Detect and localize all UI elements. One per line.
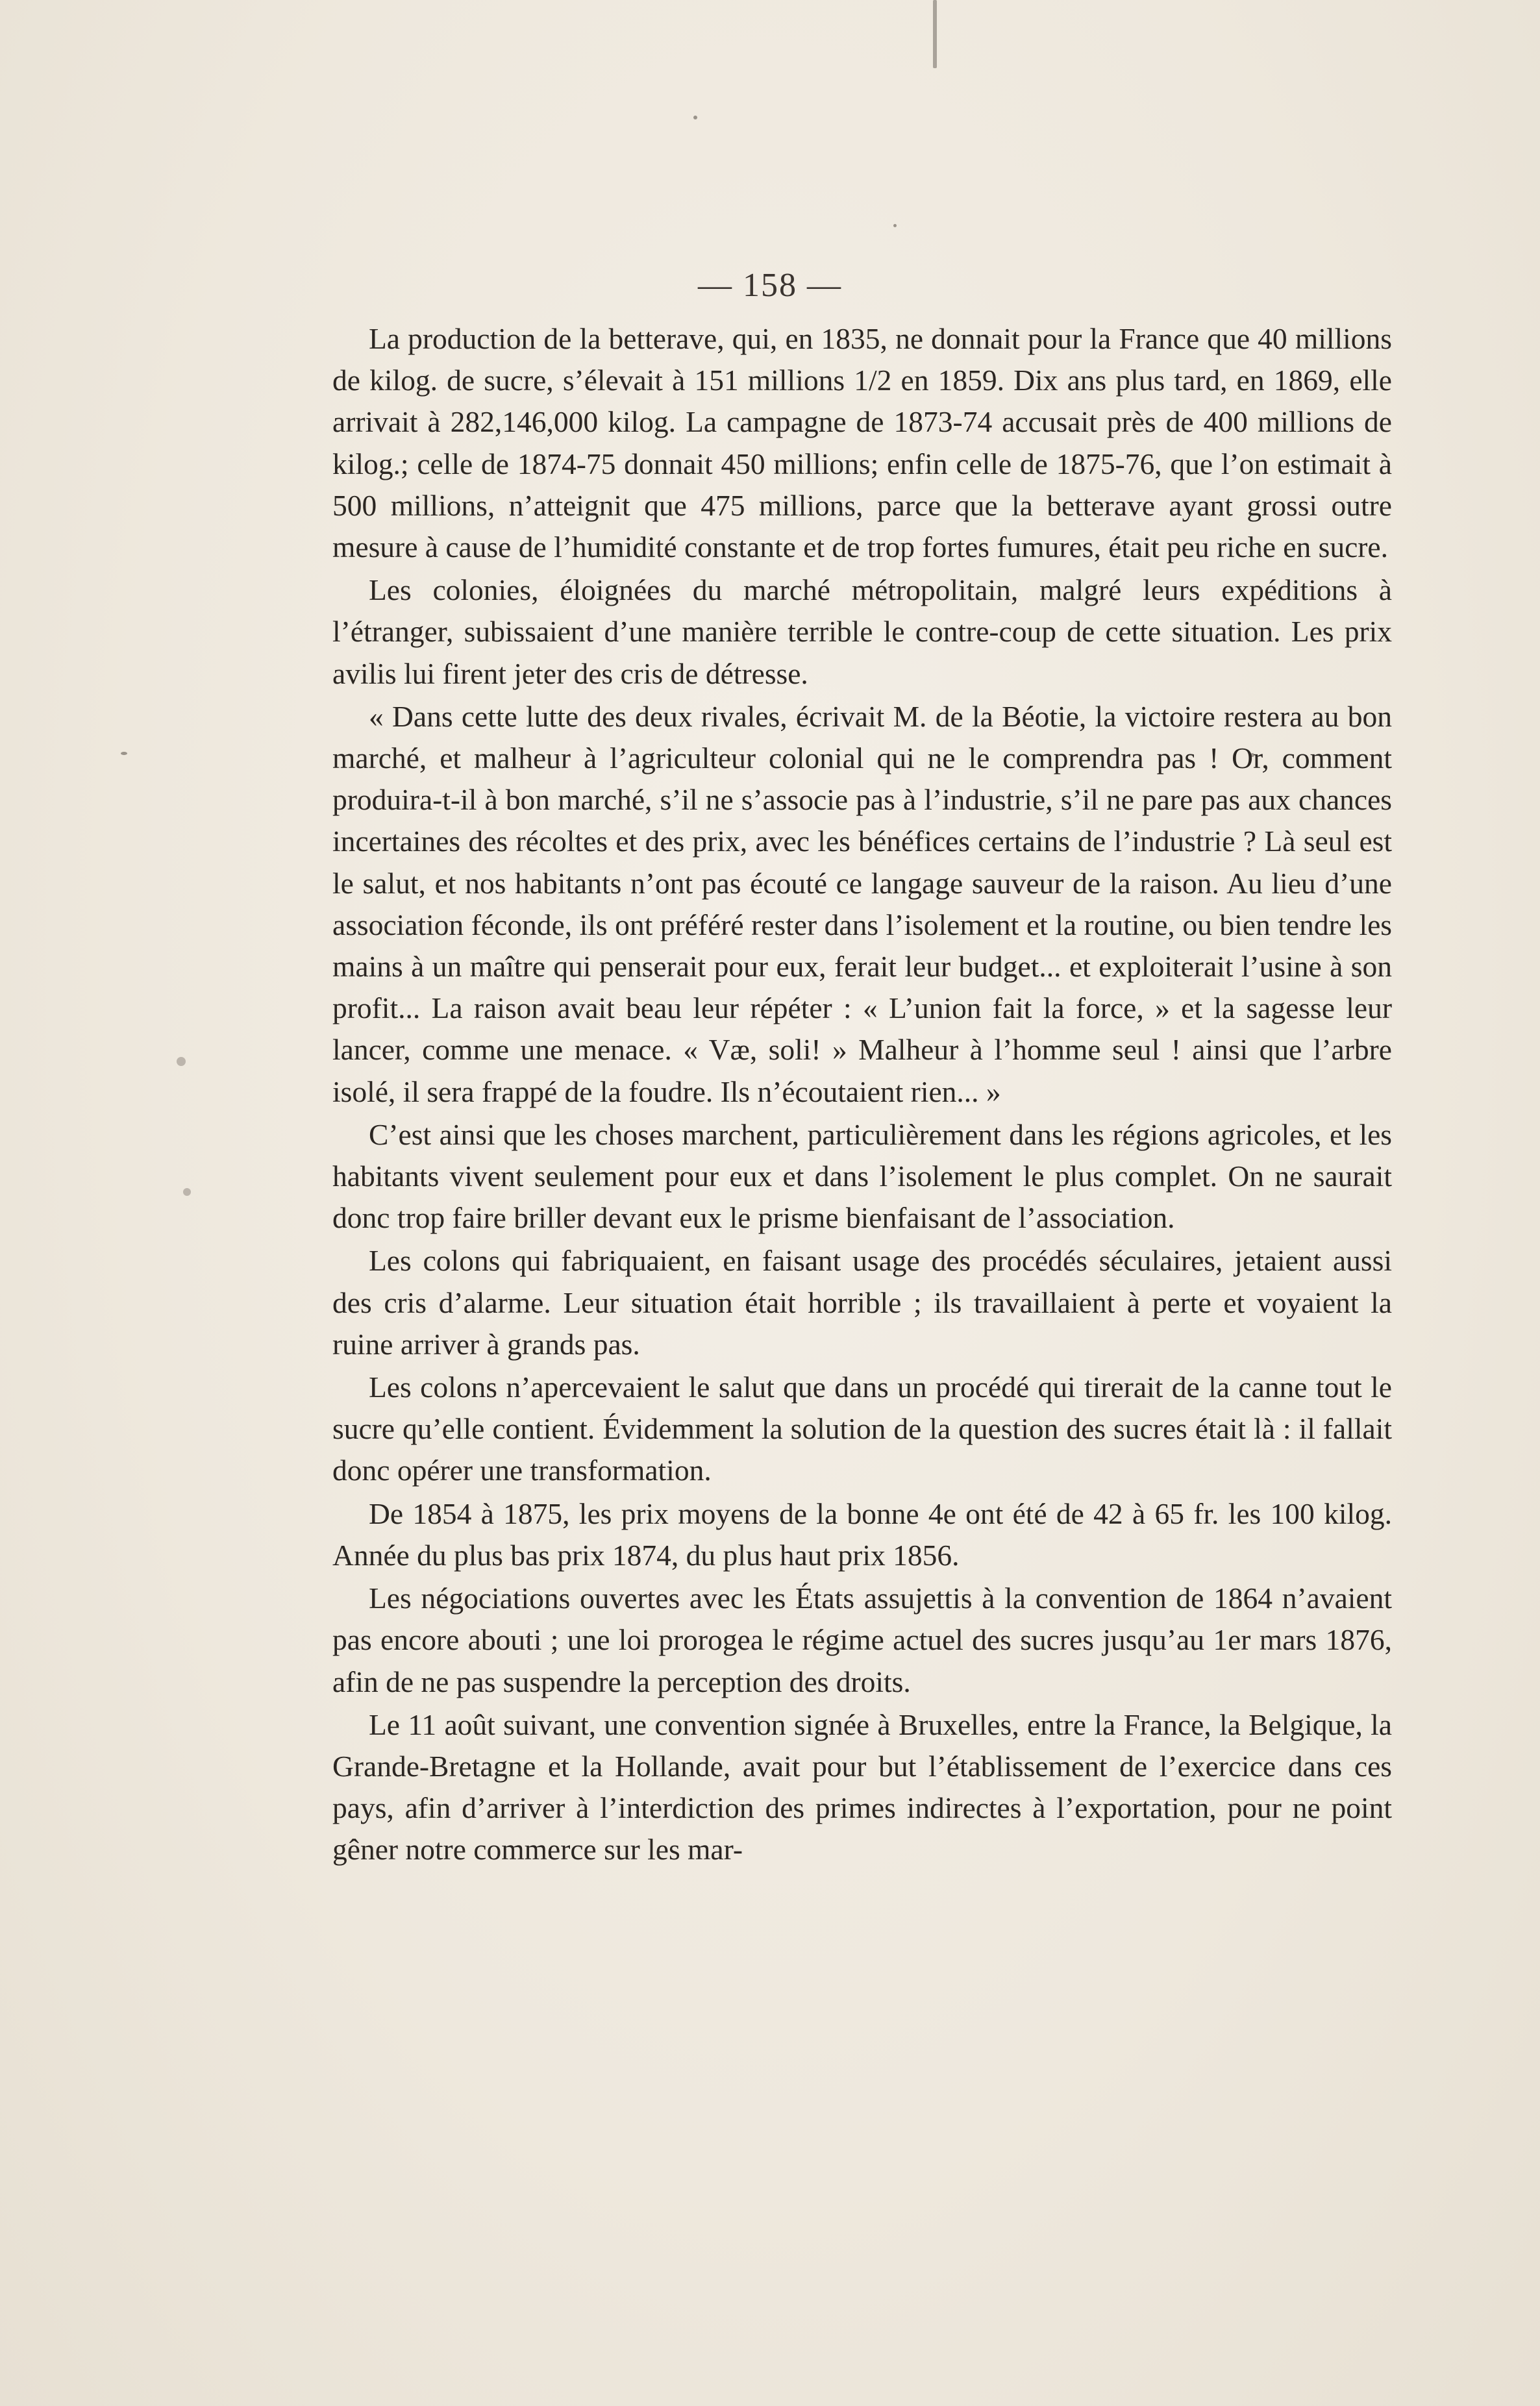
scan-speck [893,224,897,227]
paragraph: C’est ainsi que les choses marchent, particulièrement dans les régions agricoles, et les habitants vivent seulement pour eux et dans l’isolement le plus complet. On ne saurait donc trop faire briller devant eux le prisme bienfaisant de l’association. [332,1117,1392,1235]
scan-speck [183,1188,191,1196]
paragraph: De 1854 à 1875, les prix moyens de la bonne 4e ont été de 42 à 65 fr. les 100 kilog. Année du plus bas prix 1874, du plus haut prix 1856. [332,1496,1392,1572]
paragraph: Le 11 août suivant, une convention signée à Bruxelles, entre la France, la Belgique, la Grande-Bretagne et la Hollande, avait pour but l’établissement de l’exercice dans ces pays, afin d’arriver à l’interdiction des primes indirectes à l’exportation, pour ne point gêner notre commerce sur les mar- [332,1707,1392,1867]
scan-speck [177,1057,186,1066]
scan-artifact-mark [933,0,937,68]
paragraph: La production de la betterave, qui, en 1835, ne donnait pour la France que 40 millions de kilog. de sucre, s’élevait à 151 millions 1/2 en 1859. Dix ans plus tard, en 1869, elle arrivait à 282,146,000 kilog. La campagne de 1873-74 accusait près de 400 millions de kilog.; celle de 1874-75 donnait 450 millions; enfin celle de 1875-76, que l’on estimait à 500 millions, n’atteignit que 475 millions, parce que la betterave ayant grossi outre mesure à cause de l’humidité constante et de trop fortes fumures, était peu riche en sucre. [332,322,1392,564]
scan-speck [693,116,697,119]
paragraph: Les colons qui fabriquaient, en faisant usage des procédés séculaires, jetaient aussi des cris d’alarme. Leur situation était horrible ; ils travaillaient à perte et voyaient la ruine arriver à grands pas. [332,1244,1392,1361]
paragraph: Les colonies, éloignées du marché métropolitain, malgré leurs expéditions à l’étranger, subissaient d’une manière terrible le contre-coup de cette situation. Les prix avilis lui firent jeter des cris de détresse. [332,573,1392,690]
paragraph: Les négociations ouvertes avec les États assujettis à la convention de 1864 n’avaient pas encore abouti ; une loi prorogea le régime actuel des sucres jusqu’au 1er mars 1876, afin de ne pas suspendre la perception des droits. [332,1581,1392,1698]
scan-speck [121,752,127,755]
quoted-paragraph: « Dans cette lutte des deux rivales, écrivait M. de la Béotie, la victoire restera au bon marché, et malheur à l’agriculteur colonial qui ne le comprendra pas ! Or, comment produira-t-il à bon marché, s’il ne s’associe pas à l’industrie, s’il ne pare pas aux chances incertaines des récoltes et des prix, avec les bénéfices certains de l’industrie ? Là seul est le salut, et nos habitants n’ont pas écouté ce langage sauveur de la raison. Au lieu d’une association féconde, ils ont préféré rester dans l’isolement et la routine, ou bien tendre les mains à un maître qui penserait pour eux, ferait leur budget... et exploiterait l’usine à son profit... La raison avait beau leur répéter : « L’union fait la force, » et la sagesse leur lancer, comme une menace. « Væ, soli! » Malheur à l’homme seul ! ainsi que l’arbre isolé, il sera frappé de la foudre. Ils n’écoutaient rien... » [332,699,1392,1108]
page-number: — 158 — [698,267,842,304]
body-text [332,318,1392,1871]
paragraph: Les colons n’apercevaient le salut que dans un procédé qui tirerait de la canne tout le sucre qu’elle contient. Évidemment la solution de la question des sucres était là : il fallait donc opérer une transformation. [332,1370,1392,1487]
